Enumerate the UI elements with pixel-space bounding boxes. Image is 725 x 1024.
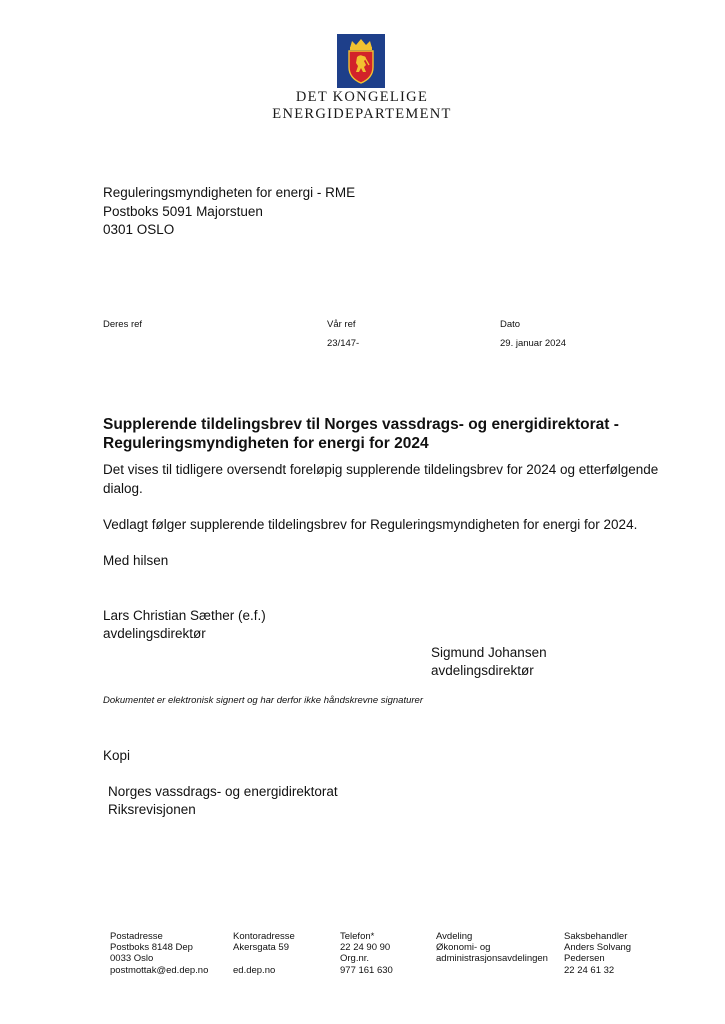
- department-name-line2: ENERGIDEPARTEMENT: [272, 106, 452, 122]
- var-ref-value: 23/147-: [327, 338, 360, 349]
- footer-line: postmottak@ed.dep.no: [110, 964, 209, 976]
- footer-postadresse: [110, 931, 208, 976]
- footer-line: Postadresse: [110, 931, 163, 942]
- footer-line: 22 24 90 90: [340, 942, 391, 954]
- body-paragraph: Vedlagt følger supplerende tildelingsbrev for Reguleringsmyndigheten for energi for 2024.: [103, 517, 638, 532]
- footer-telefon: [340, 931, 393, 976]
- recipient-line: Postboks 5091 Majorstuen: [103, 203, 263, 219]
- footer-line: Org.nr.: [340, 953, 370, 965]
- footer-line: Saksbehandler: [564, 931, 628, 942]
- document-title: Supplerende tildelingsbrev til Norges vassdrags- og energidirektorat - Reguleringsmyndigheten for energi for 2024: [103, 416, 619, 452]
- footer-line: 22 24 61 32: [564, 964, 615, 976]
- footer-line: Postboks 8148 Dep: [110, 942, 193, 954]
- coat-of-arms-icon: [337, 34, 385, 88]
- footer-kontoradresse: [233, 931, 295, 976]
- department-name-line1: DET KONGELIGE: [295, 89, 429, 105]
- footer-line: Akersgata 59: [233, 942, 289, 954]
- footer-line: Anders Solvang: [564, 942, 632, 954]
- footer-saksbehandler: [564, 931, 631, 976]
- copy-label: Kopi: [103, 748, 131, 763]
- deres-ref-label: Deres ref: [103, 319, 143, 330]
- body-paragraph: Det vises til tidligere oversendt foreløpig supplerende tildelingsbrev for 2024 og etterfølgende dialog.: [103, 462, 659, 496]
- closing-greeting: Med hilsen: [103, 553, 169, 568]
- footer-line: Avdeling: [436, 931, 473, 942]
- var-ref-label: Vår ref: [327, 319, 356, 330]
- footer-line: administrasjonsavdelingen: [436, 953, 548, 965]
- signature-title: avdelingsdirektør: [431, 663, 534, 678]
- copy-recipient: Riksrevisjonen: [108, 802, 196, 817]
- footer-line: 0033 Oslo: [110, 953, 154, 965]
- footer-line: Pedersen: [564, 953, 605, 965]
- copy-recipient: Norges vassdrags- og energidirektorat: [108, 784, 338, 799]
- signature-name: Sigmund Johansen: [431, 645, 547, 660]
- dato-label: Dato: [500, 319, 521, 330]
- footer-line: 977 161 630: [340, 964, 393, 976]
- footer-line: Kontoradresse: [233, 931, 295, 942]
- dato-value: 29. januar 2024: [500, 338, 567, 349]
- recipient-line: 0301 OSLO: [103, 222, 175, 237]
- footer-line: [233, 953, 295, 964]
- signature-name: Lars Christian Sæther (e.f.): [103, 608, 266, 623]
- footer-line: Økonomi- og: [436, 942, 491, 954]
- footer-line: ed.dep.no: [233, 964, 276, 976]
- signature-title: avdelingsdirektør: [103, 626, 206, 641]
- footer-line: Telefon*: [340, 931, 375, 942]
- footer-avdeling: [436, 931, 548, 965]
- electronic-signature-note: Dokumentet er elektronisk signert og har derfor ikke håndskrevne signaturer: [103, 695, 423, 706]
- recipient-line: Reguleringsmyndigheten for energi - RME: [103, 185, 356, 200]
- recipient-address: [103, 184, 355, 240]
- department-name: [240, 89, 484, 123]
